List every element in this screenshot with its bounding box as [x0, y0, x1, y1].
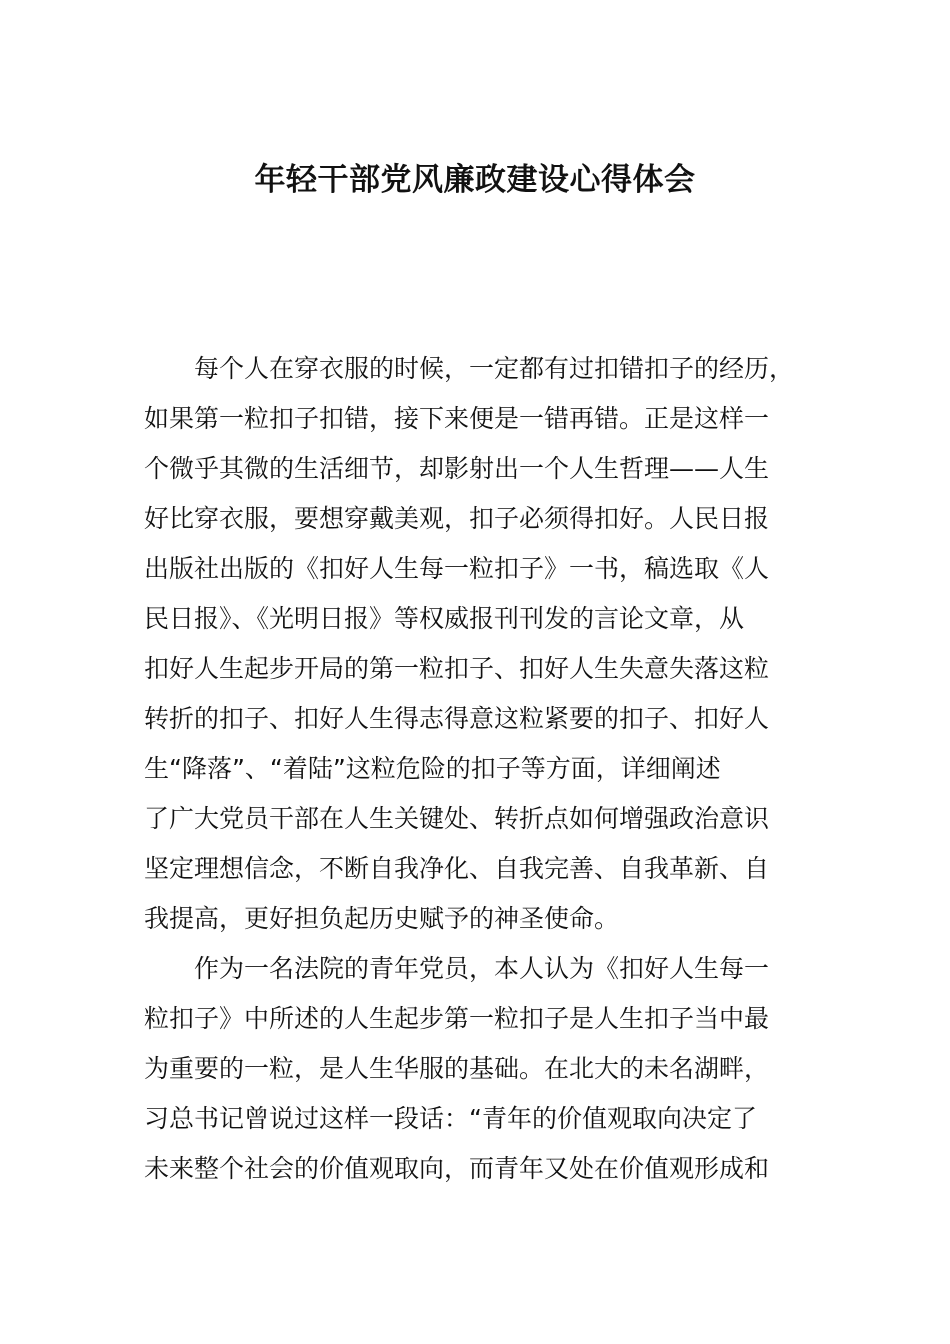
- paragraph-1-line-5: 出版社出版的《扣好人生每一粒扣子》一书，稿选取《人: [144, 554, 770, 583]
- paragraph-1-line-4: 好比穿衣服，要想穿戴美观，扣子必须得扣好。人民日报: [144, 504, 770, 533]
- paragraph-1-line-7: 扣好人生起步开局的第一粒扣子、扣好人生失意失落这粒: [144, 654, 770, 683]
- paragraph-2-line-1: 作为一名法院的青年党员，本人认为《扣好人生每一: [194, 954, 770, 983]
- paragraph-1-line-1: 每个人在穿衣服的时候，一定都有过扣错扣子的经历，: [194, 354, 795, 383]
- document-title: 年轻干部党风廉政建设心得体会: [254, 162, 696, 198]
- paragraph-1-line-11: 坚定理想信念，不断自我净化、自我完善、自我革新、自: [144, 854, 770, 883]
- document-body: [144, 344, 844, 1194]
- paragraph-1-line-12: 我提高，更好担负起历史赋予的神圣使命。: [144, 904, 620, 933]
- paragraph-1-line-8: 转折的扣子、扣好人生得志得意这粒紧要的扣子、扣好人: [144, 704, 770, 733]
- paragraph-2-line-5: 未来整个社会的价值观取向，而青年又处在价值观形成和: [144, 1154, 770, 1183]
- paragraph-2-line-2: 粒扣子》中所述的人生起步第一粒扣子是人生扣子当中最: [144, 1004, 770, 1033]
- paragraph-1-line-10: 了广大党员干部在人生关键处、转折点如何增强政治意识: [144, 804, 770, 833]
- paragraph-2-line-4: 习总书记曾说过这样一段话：“青年的价值观取向决定了: [144, 1104, 757, 1133]
- paragraph-1-line-2: 如果第一粒扣子扣错，接下来便是一错再错。正是这样一: [144, 404, 770, 433]
- paragraph-1-line-9: 生“降落”、“着陆”这粒危险的扣子等方面，详细阐述: [144, 754, 721, 783]
- paragraph-1-line-6: 民日报》、《光明日报》等权威报刊刊发的言论文章，从: [144, 604, 745, 633]
- paragraph-1-line-3: 个微乎其微的生活细节，却影射出一个人生哲理——人生: [144, 454, 770, 483]
- paragraph-2-line-3: 为重要的一粒，是人生华服的基础。在北大的未名湖畔，: [144, 1054, 770, 1083]
